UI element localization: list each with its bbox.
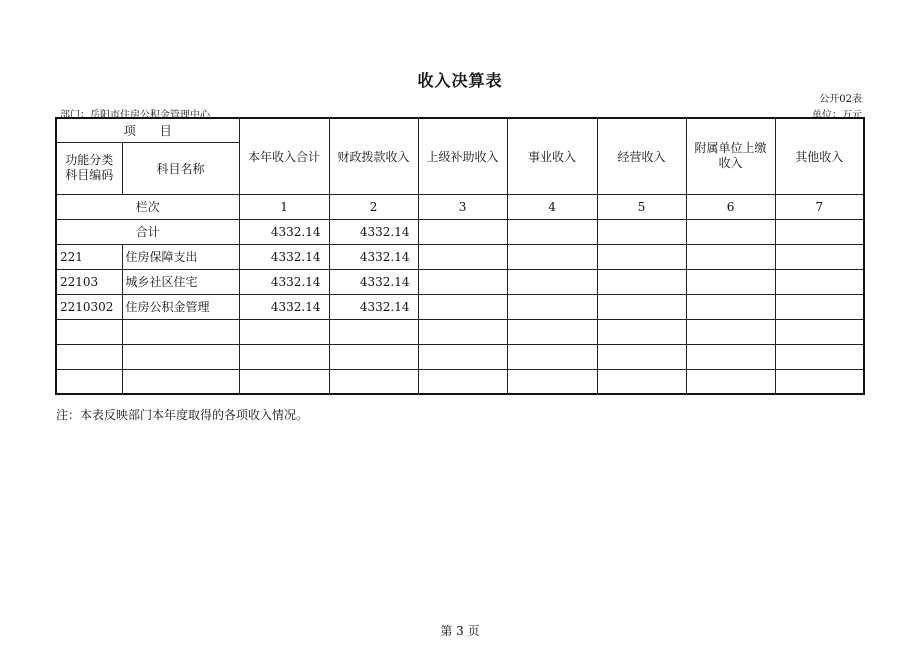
value-cell bbox=[418, 269, 507, 294]
value-cell bbox=[507, 369, 597, 394]
value-cell bbox=[239, 319, 329, 344]
value-cell bbox=[418, 244, 507, 269]
value-cell bbox=[418, 369, 507, 394]
value-cell bbox=[686, 244, 775, 269]
value-cell bbox=[507, 344, 597, 369]
total-cell bbox=[507, 219, 597, 244]
total-cell: 4332.14 bbox=[239, 219, 329, 244]
value-cell bbox=[597, 319, 686, 344]
header-col-5: 经营收入 bbox=[597, 118, 686, 194]
lanci-label: 栏次 bbox=[56, 194, 239, 219]
total-cell: 4332.14 bbox=[329, 219, 418, 244]
func-code-cell: 22103 bbox=[56, 269, 122, 294]
table-row bbox=[56, 319, 864, 344]
subject-name-cell bbox=[122, 344, 239, 369]
func-code-cell bbox=[56, 369, 122, 394]
value-cell bbox=[418, 344, 507, 369]
form-number: 公开02表 bbox=[819, 94, 862, 105]
report-title: 收入决算表 bbox=[417, 71, 503, 90]
value-cell bbox=[418, 294, 507, 319]
func-code-cell bbox=[56, 319, 122, 344]
table-row bbox=[56, 344, 864, 369]
value-cell bbox=[418, 319, 507, 344]
header-col-3: 上级补助收入 bbox=[418, 118, 507, 194]
value-cell: 4332.14 bbox=[239, 294, 329, 319]
value-cell bbox=[775, 269, 864, 294]
total-cell bbox=[686, 219, 775, 244]
value-cell: 4332.14 bbox=[329, 294, 418, 319]
value-cell bbox=[597, 369, 686, 394]
unit-label: 单位：万元 bbox=[812, 110, 862, 121]
value-cell bbox=[597, 344, 686, 369]
subject-name-cell: 住房公积金管理 bbox=[122, 294, 239, 319]
header-col-6: 附属单位上缴收入 bbox=[686, 118, 775, 194]
value-cell bbox=[775, 319, 864, 344]
total-label: 合计 bbox=[56, 219, 239, 244]
header-col-7: 其他收入 bbox=[775, 118, 864, 194]
value-cell bbox=[775, 294, 864, 319]
lanci-num: 6 bbox=[686, 194, 775, 219]
value-cell bbox=[239, 369, 329, 394]
value-cell: 4332.14 bbox=[239, 269, 329, 294]
total-cell bbox=[597, 219, 686, 244]
header-col-4: 事业收入 bbox=[507, 118, 597, 194]
lanci-num: 1 bbox=[239, 194, 329, 219]
value-cell bbox=[507, 269, 597, 294]
lanci-num: 4 bbox=[507, 194, 597, 219]
header-col-2: 财政拨款收入 bbox=[329, 118, 418, 194]
subject-name-cell bbox=[122, 369, 239, 394]
value-cell bbox=[239, 344, 329, 369]
value-cell bbox=[597, 244, 686, 269]
header-col-1: 本年收入合计 bbox=[239, 118, 329, 194]
table-row bbox=[56, 269, 864, 294]
subject-name-cell bbox=[122, 319, 239, 344]
value-cell bbox=[775, 369, 864, 394]
value-cell bbox=[329, 369, 418, 394]
value-cell bbox=[686, 319, 775, 344]
value-cell bbox=[597, 269, 686, 294]
value-cell bbox=[507, 319, 597, 344]
subject-name-cell: 住房保障支出 bbox=[122, 244, 239, 269]
footnote: 注：本表反映部门本年度取得的各项收入情况。 bbox=[56, 408, 309, 422]
value-cell bbox=[329, 344, 418, 369]
value-cell bbox=[686, 269, 775, 294]
table-row bbox=[56, 294, 864, 319]
total-row bbox=[56, 219, 864, 244]
income-table bbox=[55, 117, 865, 395]
value-cell bbox=[507, 244, 597, 269]
page-number: 第 3 页 bbox=[440, 624, 480, 638]
lanci-row bbox=[56, 194, 864, 219]
value-cell bbox=[597, 294, 686, 319]
value-cell bbox=[775, 344, 864, 369]
lanci-num: 2 bbox=[329, 194, 418, 219]
total-cell bbox=[775, 219, 864, 244]
value-cell bbox=[329, 319, 418, 344]
value-cell: 4332.14 bbox=[329, 269, 418, 294]
lanci-num: 7 bbox=[775, 194, 864, 219]
header-func-code: 功能分类科目编码 bbox=[56, 142, 122, 194]
lanci-num: 3 bbox=[418, 194, 507, 219]
table-row bbox=[56, 244, 864, 269]
header-subject-name: 科目名称 bbox=[122, 142, 239, 194]
func-code-cell: 2210302 bbox=[56, 294, 122, 319]
value-cell: 4332.14 bbox=[329, 244, 418, 269]
value-cell bbox=[686, 369, 775, 394]
value-cell bbox=[507, 294, 597, 319]
func-code-cell: 221 bbox=[56, 244, 122, 269]
total-cell bbox=[418, 219, 507, 244]
table-row bbox=[56, 369, 864, 394]
func-code-cell bbox=[56, 344, 122, 369]
header-item: 项 目 bbox=[56, 118, 239, 142]
value-cell bbox=[686, 294, 775, 319]
value-cell bbox=[686, 344, 775, 369]
value-cell bbox=[775, 244, 864, 269]
department-label: 部门：岳阳市住房公积金管理中心 bbox=[60, 110, 210, 121]
value-cell: 4332.14 bbox=[239, 244, 329, 269]
lanci-num: 5 bbox=[597, 194, 686, 219]
subject-name-cell: 城乡社区住宅 bbox=[122, 269, 239, 294]
